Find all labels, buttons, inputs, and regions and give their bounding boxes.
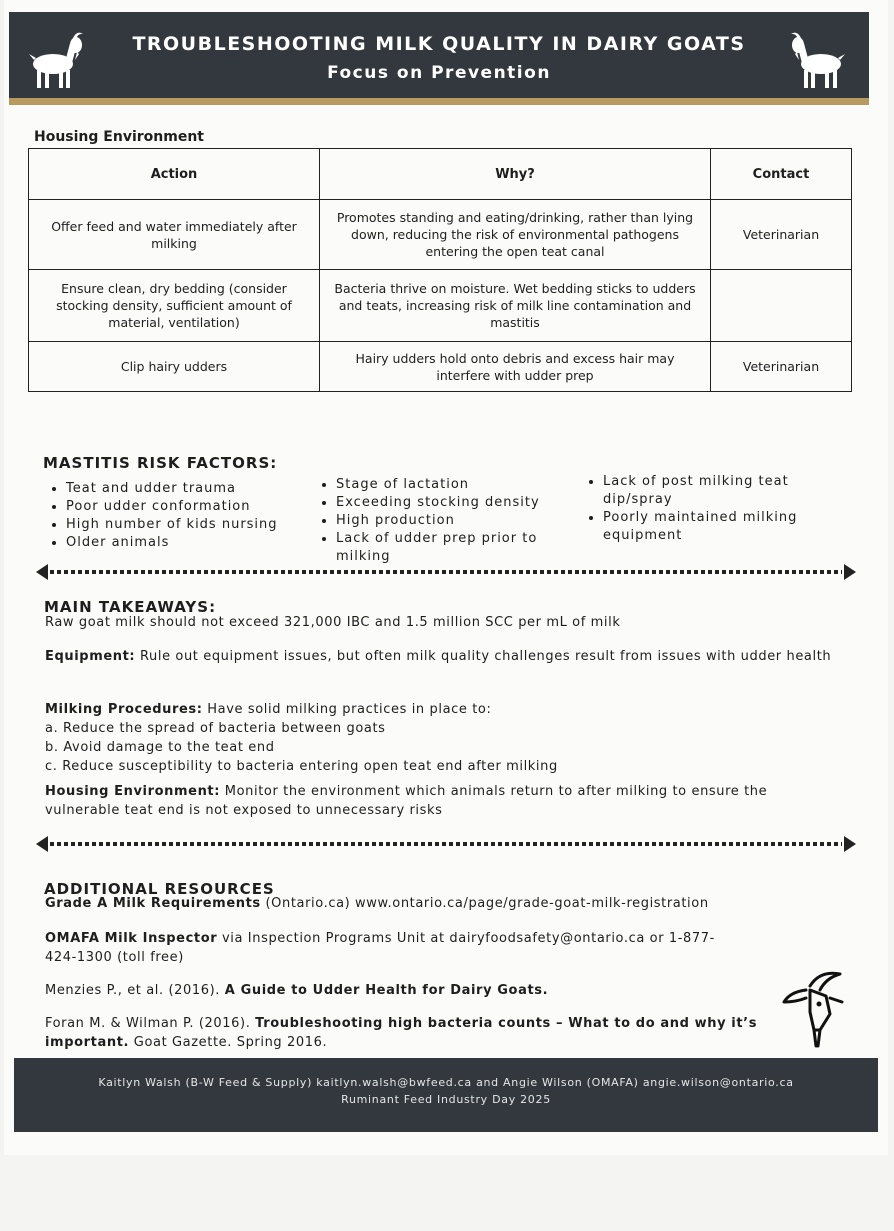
housing-paragraph <box>45 782 845 820</box>
list-item: • Older animals <box>66 534 336 552</box>
footer-event: Ruminant Feed Industry Day 2025 <box>341 1093 551 1106</box>
list-item: • Poorly maintained milking equipment <box>603 509 853 545</box>
footer-banner <box>14 1058 878 1132</box>
resource-title: OMAFA Milk Inspector <box>45 931 218 946</box>
milking-point: c. Reduce susceptibility to bacteria entering open teat end after milking <box>45 759 558 774</box>
resource-source: Goat Gazette. Spring 2016. <box>133 1035 328 1050</box>
gold-rule <box>9 98 869 105</box>
equipment-label: Equipment: <box>45 649 136 664</box>
milking-label: Milking Procedures: <box>45 702 203 717</box>
resource-title: A Guide to Udder Health for Dairy Goats. <box>224 983 549 998</box>
resource-grade-a <box>45 894 845 913</box>
housing-text: Monitor the environment which animals return to after milking to ensure the vulnerable teat end is not exposed to unnecessary risks <box>45 784 768 818</box>
resource-author: Menzies P., et al. (2016). <box>45 983 221 998</box>
contact-cell: Veterinarian <box>711 342 852 392</box>
resource-text: via Inspection Programs Unit at dairyfoodsafety@ontario.ca or 1-877-424-1300 (toll free) <box>45 931 715 965</box>
dotted-arrow-divider <box>36 564 856 580</box>
why-cell: Hairy udders hold onto debris and excess hair may interfere with udder prep <box>320 342 711 392</box>
resource-title: Troubleshooting high bacteria counts – What to do and why it’s important. <box>45 1016 758 1050</box>
column-header: Contact <box>711 149 852 200</box>
resource-inspector <box>45 929 745 967</box>
list-item: • Stage of lactation <box>336 476 596 494</box>
page-subtitle: Focus on Prevention <box>327 63 551 83</box>
action-cell: Clip hairy udders <box>29 342 320 392</box>
mastitis-heading: MASTITIS RISK FACTORS: <box>43 454 278 472</box>
list-item: • Poor udder conformation <box>66 498 336 516</box>
housing-label: Housing Environment: <box>45 784 221 799</box>
action-cell: Ensure clean, dry bedding (consider stocking density, sufficient amount of material, ventilation) <box>29 270 320 342</box>
takeaways-heading: MAIN TAKEAWAYS: <box>44 598 217 616</box>
equipment-paragraph <box>45 647 845 666</box>
milking-point: b. Avoid damage to the teat end <box>45 740 275 755</box>
list-item: • Exceeding stocking density <box>336 494 596 512</box>
resources-heading: ADDITIONAL RESOURCES <box>44 880 275 898</box>
list-item: • Lack of post milking teat dip/spray <box>603 473 853 509</box>
list-item: • Lack of udder prep prior to milking <box>336 530 596 566</box>
resource-title: Grade A Milk Requirements <box>45 896 261 911</box>
contact-cell: Veterinarian <box>711 200 852 270</box>
takeaways-intro: Raw goat milk should not exceed 321,000 IBC and 1.5 million SCC per mL of milk <box>45 615 621 630</box>
list-item: • High production <box>336 512 596 530</box>
table-row <box>29 200 852 270</box>
resource-author: Foran M. & Wilman P. (2016). <box>45 1016 251 1031</box>
resource-menzies <box>45 981 845 1000</box>
risk-list-1 <box>46 480 336 552</box>
page-title: TROUBLESHOOTING MILK QUALITY IN DAIRY GOATS <box>132 33 746 55</box>
table-header-row <box>29 149 852 200</box>
contact-cell <box>711 270 852 342</box>
why-cell: Bacteria thrive on moisture. Wet bedding sticks to udders and teats, increasing risk of milk line contamination and mastitis <box>320 270 711 342</box>
housing-table <box>28 148 852 392</box>
footer-authors: Kaitlyn Walsh (B-W Feed & Supply) kaitlyn.walsh@bwfeed.ca and Angie Wilson (OMAFA) angie.wilson@ontario.ca <box>98 1076 794 1089</box>
action-cell: Offer feed and water immediately after milking <box>29 200 320 270</box>
housing-heading: Housing Environment <box>34 129 204 145</box>
table-row <box>29 270 852 342</box>
table-row <box>29 342 852 392</box>
resource-text: (Ontario.ca) www.ontario.ca/page/grade-goat-milk-registration <box>265 896 709 911</box>
milking-paragraph <box>45 700 845 776</box>
risk-list-3 <box>583 473 853 545</box>
dotted-arrow-divider <box>36 836 856 852</box>
why-cell: Promotes standing and eating/drinking, rather than lying down, reducing the risk of environmental pathogens entering the open teat canal <box>320 200 711 270</box>
list-item: • High number of kids nursing <box>66 516 336 534</box>
column-header: Action <box>29 149 320 200</box>
milking-text: Have solid milking practices in place to: <box>207 702 492 717</box>
list-item: • Teat and udder trauma <box>66 480 336 498</box>
equipment-text: Rule out equipment issues, but often milk quality challenges result from issues with udder health <box>139 649 832 664</box>
milking-point: a. Reduce the spread of bacteria between goats <box>45 721 386 736</box>
resource-foran <box>45 1014 780 1052</box>
column-header: Why? <box>320 149 711 200</box>
header-banner <box>9 12 869 98</box>
goat-head-icon <box>780 968 850 1050</box>
risk-list-2 <box>316 476 596 566</box>
